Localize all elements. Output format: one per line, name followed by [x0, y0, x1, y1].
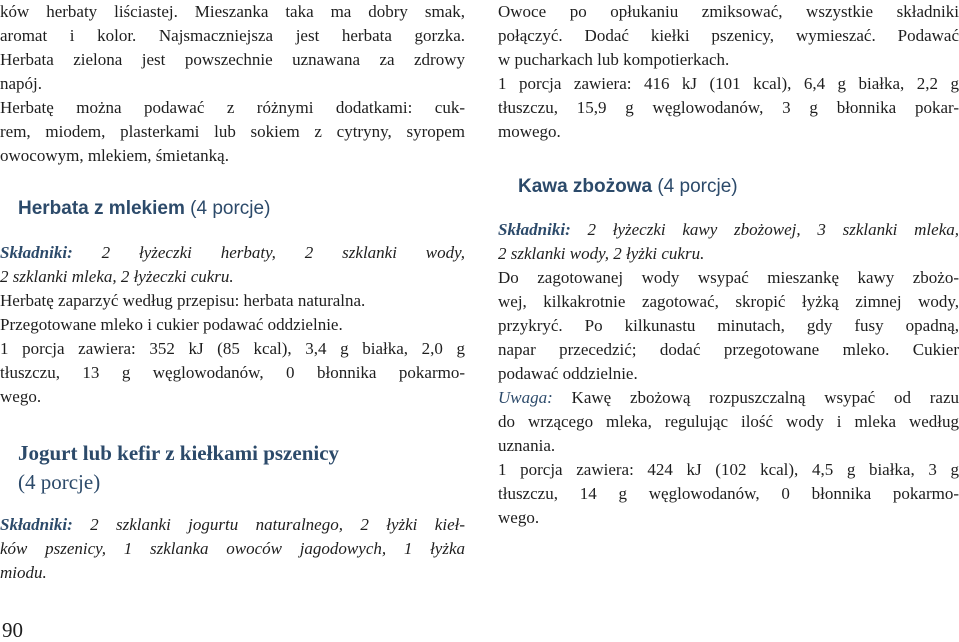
ingredients-line: ków pszenicy, 1 szklanka owoców jagodowych, 1 łyżka	[0, 539, 465, 558]
nutrition-line: wego.	[498, 508, 540, 527]
ingredients-line: miodu.	[0, 563, 47, 582]
nutrition-line: tłuszczu, 14 g węglowodanów, 0 błonnika pokarmo-	[498, 484, 959, 503]
recipe-portions: (4 porcje)	[190, 198, 271, 219]
nutrition-line: 1 porcja zawiera: 416 kJ (101 kcal), 6,4 g białka, 2,2 g	[498, 74, 959, 93]
ingredients-text: 2 łyżeczki kawy zbożowej, 3 szklanki mleka,	[570, 220, 959, 239]
note-line: uznania.	[498, 436, 556, 455]
body-text-line: Przegotowane mleko i cukier podawać oddzielnie.	[0, 315, 343, 334]
recipe-portions: (4 porcje)	[657, 176, 738, 197]
page-number: 90	[2, 618, 23, 642]
ingredients-label: Składniki:	[0, 515, 73, 534]
body-text-line: przykryć. Po kilkunastu minutach, gdy fusy opadną,	[498, 316, 959, 335]
body-text-line: podawać oddzielnie.	[498, 364, 638, 383]
nutrition-line: wego.	[0, 387, 42, 406]
recipe-title: Kawa zbożowa	[518, 176, 653, 197]
ingredients-line: 2 szklanki mleka, 2 łyżeczki cukru.	[0, 267, 234, 286]
body-text-line: Owoce po opłukaniu zmiksować, wszystkie składniki	[498, 2, 959, 21]
body-text-line: Do zagotowanej wody wsypać mieszankę kawy zbożo-	[498, 268, 959, 287]
ingredients-text: 2 łyżeczki herbaty, 2 szklanki wody,	[72, 243, 465, 262]
note-line: do wrzącego mleka, regulując ilość wody i mleka według	[498, 412, 959, 431]
ingredients-line	[0, 242, 465, 266]
ingredients-line: 2 szklanki wody, 2 łyżki cukru.	[498, 244, 705, 263]
nutrition-line: 1 porcja zawiera: 352 kJ (85 kcal), 3,4 g białka, 2,0 g	[0, 339, 465, 358]
recipe-heading	[18, 198, 270, 220]
body-text-line: rem, miodem, plasterkami lub sokiem z cytryny, syropem	[0, 122, 465, 141]
ingredients-text: 2 szklanki jogurtu naturalnego, 2 łyżki kieł-	[72, 515, 465, 534]
recipe-title: Herbata z mlekiem	[18, 198, 185, 219]
body-text-line: owocowym, mlekiem, śmietanką.	[0, 146, 229, 165]
ingredients-label: Składniki:	[0, 243, 73, 262]
body-text-line: ków herbaty liściastej. Mieszanka taka ma dobry smak,	[0, 2, 465, 21]
body-text-line: napój.	[0, 74, 43, 93]
body-text-line: Herbatę można podawać z różnymi dodatkami: cuk-	[0, 98, 465, 117]
body-text-line: Herbata zielona jest powszechnie uznawana za zdrowy	[0, 50, 465, 69]
body-text-line: połączyć. Dodać kiełki pszenicy, wymieszać. Podawać	[498, 26, 959, 45]
note-label: Uwaga:	[498, 388, 553, 407]
note-line	[498, 387, 959, 411]
nutrition-line: 1 porcja zawiera: 424 kJ (102 kcal), 4,5 g białka, 3 g	[498, 460, 959, 479]
ingredients-label: Składniki:	[498, 220, 571, 239]
ingredients-line	[0, 514, 465, 538]
body-text-line: Herbatę zaparzyć według przepisu: herbata naturalna.	[0, 291, 366, 310]
nutrition-line: mowego.	[498, 122, 561, 141]
recipe-heading	[18, 441, 339, 466]
body-text-line: aromat i kolor. Najsmaczniejsza jest herbata gorzka.	[0, 26, 465, 45]
body-text-line: wej, kilkakrotnie zagotować, skropić łyżką zimnej wody,	[498, 292, 959, 311]
body-text-line: w pucharkach lub kompotierkach.	[498, 50, 730, 69]
recipe-portions: (4 porcje)	[18, 470, 101, 494]
body-text-line: napar przecedzić; dodać przegotowane mleko. Cukier	[498, 340, 959, 359]
recipe-heading	[518, 176, 738, 198]
recipe-title: Jogurt lub kefir z kiełkami pszenicy	[18, 441, 340, 465]
nutrition-line: tłuszczu, 15,9 g węglowodanów, 3 g błonnika pokar-	[498, 98, 959, 117]
ingredients-line	[498, 219, 959, 243]
note-text: Kawę zbożową rozpuszczalną wsypać od razu	[552, 388, 959, 407]
nutrition-line: tłuszczu, 13 g węglowodanów, 0 błonnika pokarmo-	[0, 363, 465, 382]
